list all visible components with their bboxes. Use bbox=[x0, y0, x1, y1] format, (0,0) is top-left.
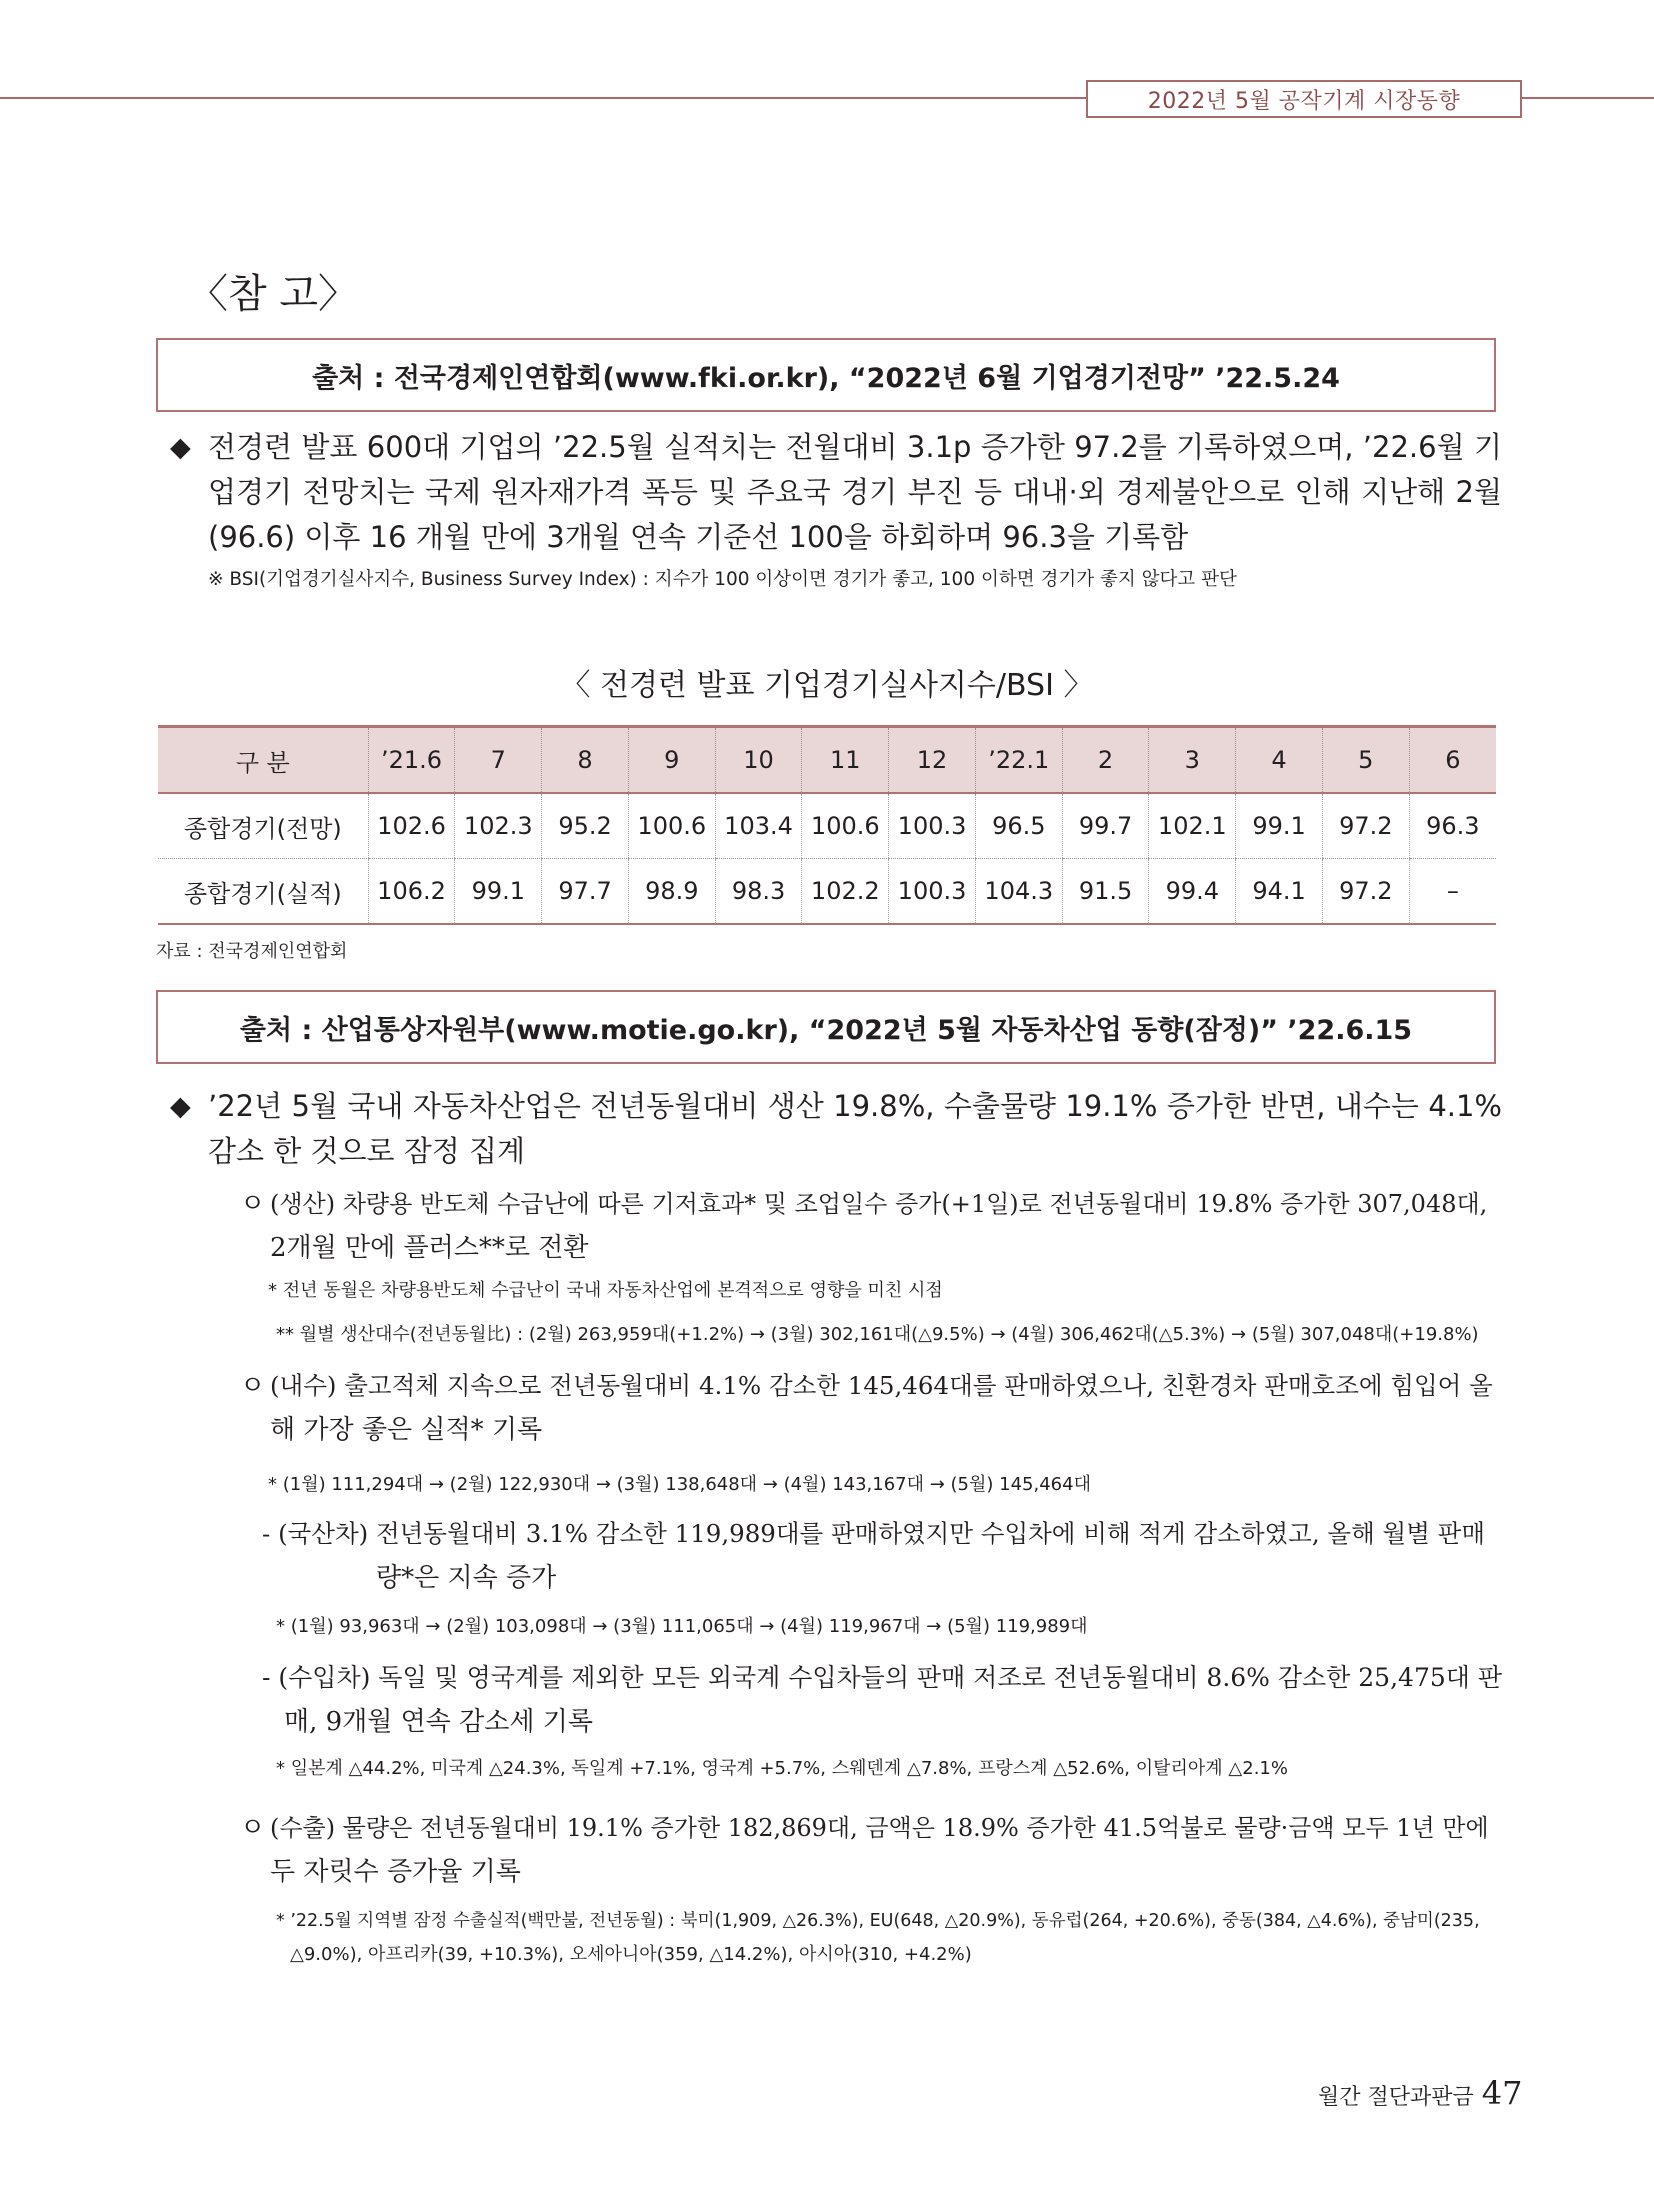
table-cell: 98.3 bbox=[715, 859, 802, 925]
table-cell: 100.3 bbox=[889, 859, 976, 925]
table-header-cell: 6 bbox=[1409, 727, 1496, 794]
table-header-cell: 3 bbox=[1149, 727, 1236, 794]
source-box-fki bbox=[156, 338, 1496, 412]
table-header-cell: 8 bbox=[542, 727, 629, 794]
bullet-paragraph-bsi bbox=[170, 425, 1502, 560]
exports-marker-icon: ㅇ bbox=[240, 1813, 266, 1843]
table-cell: 102.3 bbox=[455, 793, 542, 859]
table-cell: 99.1 bbox=[1236, 793, 1323, 859]
bsi-note: ※ BSI(기업경기실사지수, Business Survey Index) : 지수가 100 이상이면 경기가 좋고, 100 이하면 경기가 좋지 않다고 판단 bbox=[208, 569, 1237, 590]
table-row bbox=[158, 793, 1496, 859]
exports-line-2: 두 자릿수 증가율 기록 bbox=[270, 1857, 521, 1887]
diamond-bullet-icon: ◆ bbox=[170, 432, 191, 463]
table-cell: 91.5 bbox=[1062, 859, 1149, 925]
table-cell: 95.2 bbox=[542, 793, 629, 859]
table-cell: – bbox=[1409, 859, 1496, 925]
table-header-cell: 10 bbox=[715, 727, 802, 794]
imported-cars-line-1: - (수입차) 독일 및 영국계를 제외한 모든 외국계 수입차들의 판매 저조로 전년동월대비 8.6% 감소한 25,475대 판 bbox=[262, 1663, 1502, 1692]
table-cell: 100.6 bbox=[802, 793, 889, 859]
table-cell: 94.1 bbox=[1236, 859, 1323, 925]
header-title: 2022년 5월 공작기계 시장동향 bbox=[1086, 80, 1522, 118]
paragraph-text: 전경련 발표 600대 기업의 ’22.5월 실적치는 전월대비 3.1p 증가한 97.2를 기록하였으며, ’22.6월 기업경기 전망치는 국제 원자재가격 폭등 및 주요국 경기 부진 등 대내·외 경제불안으로 인해 지난해 2월(96.6) 이후 16 개월 만에 3개월 연속 기준선 100을 하회하며 96.3을 기록함 bbox=[208, 430, 1502, 554]
domestic-marker-icon: ㅇ bbox=[240, 1371, 266, 1401]
table-header-cell: ’22.1 bbox=[975, 727, 1062, 794]
row-label: 종합경기(전망) bbox=[158, 793, 368, 859]
source-text: 출처 : 전국경제인연합회(www.fki.or.kr), “2022년 6월 기업경기전망” ’22.5.24 bbox=[312, 362, 1340, 394]
page-number: 47 bbox=[1481, 2074, 1523, 2112]
diamond-bullet-icon: ◆ bbox=[170, 1091, 191, 1122]
table-cell: 100.6 bbox=[628, 793, 715, 859]
table-cell: 97.2 bbox=[1322, 793, 1409, 859]
table-source: 자료 : 전국경제인연합회 bbox=[156, 941, 348, 962]
table-cell: 97.7 bbox=[542, 859, 629, 925]
table-header-cell: 9 bbox=[628, 727, 715, 794]
table-header-cell: 2 bbox=[1062, 727, 1149, 794]
source-box-motie bbox=[156, 990, 1496, 1064]
table-header-row bbox=[158, 727, 1496, 794]
table-header-cell: 12 bbox=[889, 727, 976, 794]
production-marker-icon: ㅇ bbox=[240, 1189, 266, 1219]
production-line-2: 2개월 만에 플러스**로 전환 bbox=[270, 1233, 589, 1263]
table-cell: 106.2 bbox=[368, 859, 455, 925]
domestic-cars-line-1: - (국산차) 전년동월대비 3.1% 감소한 119,989대를 판매하였지만 수입차에 비해 적게 감소하였고, 올해 월별 판매 bbox=[262, 1519, 1485, 1548]
imported-cars-line-2: 매, 9개월 연속 감소세 기록 bbox=[284, 1707, 594, 1737]
table-title: 〈 전경련 발표 기업경기실사지수/BSI 〉 bbox=[560, 668, 1094, 703]
table-cell: 99.4 bbox=[1149, 859, 1236, 925]
exports-note-2: △9.0%), 아프리카(39, +10.3%), 오세아니아(359, △14.2%), 아시아(310, +4.2%) bbox=[290, 1944, 972, 1965]
paragraph-text: ’22년 5월 국내 자동차산업은 전년동월대비 생산 19.8%, 수출물량 19.1% 증가한 반면, 내수는 4.1% 감소 한 것으로 잠정 집계 bbox=[208, 1089, 1502, 1168]
table-row bbox=[158, 859, 1496, 925]
table-header-cell: 구 분 bbox=[158, 727, 368, 794]
magazine-name: 월간 절단과판금 bbox=[1318, 2085, 1474, 2110]
exports-line-1: (수출) 물량은 전년동월대비 19.1% 증가한 182,869대, 금액은 18.9% 증가한 41.5억불로 물량·금액 모두 1년 만에 bbox=[270, 1814, 1489, 1842]
exports-note-1: * ’22.5월 지역별 잠정 수출실적(백만불, 전년동월) : 북미(1,909, △26.3%), EU(648, △20.9%), 동유럽(264, +20.6%), 중동(384, △4.6%), 중남미(235, bbox=[276, 1911, 1480, 1931]
table-cell: 100.3 bbox=[889, 793, 976, 859]
table-cell: 98.9 bbox=[628, 859, 715, 925]
table-cell: 102.6 bbox=[368, 793, 455, 859]
source-text: 출처 : 산업통상자원부(www.motie.go.kr), “2022년 5월 자동차산업 동향(잠정)” ’22.6.15 bbox=[239, 1014, 1413, 1046]
production-line-1: (생산) 차량용 반도체 수급난에 따른 기저효과* 및 조업일수 증가(+1일)로 전년동월대비 19.8% 증가한 307,048대, bbox=[270, 1190, 1488, 1218]
imported-cars-note: * 일본계 △44.2%, 미국계 △24.3%, 독일계 +7.1%, 영국계 +5.7%, 스웨덴계 △7.8%, 프랑스계 △52.6%, 이탈리아계 △2.1% bbox=[276, 1758, 1288, 1779]
domestic-note: * (1월) 111,294대 → (2월) 122,930대 → (3월) 138,648대 → (4월) 143,167대 → (5월) 145,464대 bbox=[268, 1474, 1091, 1495]
table-cell: 103.4 bbox=[715, 793, 802, 859]
table-cell: 99.7 bbox=[1062, 793, 1149, 859]
table-header-cell: 11 bbox=[802, 727, 889, 794]
table-cell: 102.1 bbox=[1149, 793, 1236, 859]
table-cell: 97.2 bbox=[1322, 859, 1409, 925]
domestic-cars-line-2: 량*은 지속 증가 bbox=[376, 1563, 557, 1593]
table-header-cell: 4 bbox=[1236, 727, 1323, 794]
production-note-1: * 전년 동월은 차량용반도체 수급난이 국내 자동차산업에 본격적으로 영향을 미친 시점 bbox=[268, 1280, 943, 1301]
table-header-cell: 5 bbox=[1322, 727, 1409, 794]
domestic-line-2: 해 가장 좋은 실적* 기록 bbox=[270, 1415, 543, 1445]
table-cell: 104.3 bbox=[975, 859, 1062, 925]
domestic-cars-note: * (1월) 93,963대 → (2월) 103,098대 → (3월) 111,065대 → (4월) 119,967대 → (5월) 119,989대 bbox=[276, 1616, 1088, 1637]
production-note-2: ** 월별 생산대수(전년동월比) : (2월) 263,959대(+1.2%) → (3월) 302,161대(△9.5%) → (4월) 306,462대(△5.3%) → (5월) 307,048대(+19.8%) bbox=[276, 1324, 1479, 1345]
table-cell: 96.5 bbox=[975, 793, 1062, 859]
domestic-line-1: (내수) 출고적체 지속으로 전년동월대비 4.1% 감소한 145,464대를 판매하였으나, 친환경차 판매호조에 힘입어 올 bbox=[270, 1371, 1493, 1400]
table-cell: 99.1 bbox=[455, 859, 542, 925]
table-cell: 102.2 bbox=[802, 859, 889, 925]
bsi-table bbox=[158, 725, 1496, 925]
table-header-cell: ’21.6 bbox=[368, 727, 455, 794]
table-header-cell: 7 bbox=[455, 727, 542, 794]
bullet-paragraph-auto bbox=[170, 1084, 1502, 1174]
row-label: 종합경기(실적) bbox=[158, 859, 368, 925]
page-footer bbox=[1318, 2074, 1522, 2112]
table-cell: 96.3 bbox=[1409, 793, 1496, 859]
reference-title: 〈참 고〉 bbox=[188, 271, 358, 317]
